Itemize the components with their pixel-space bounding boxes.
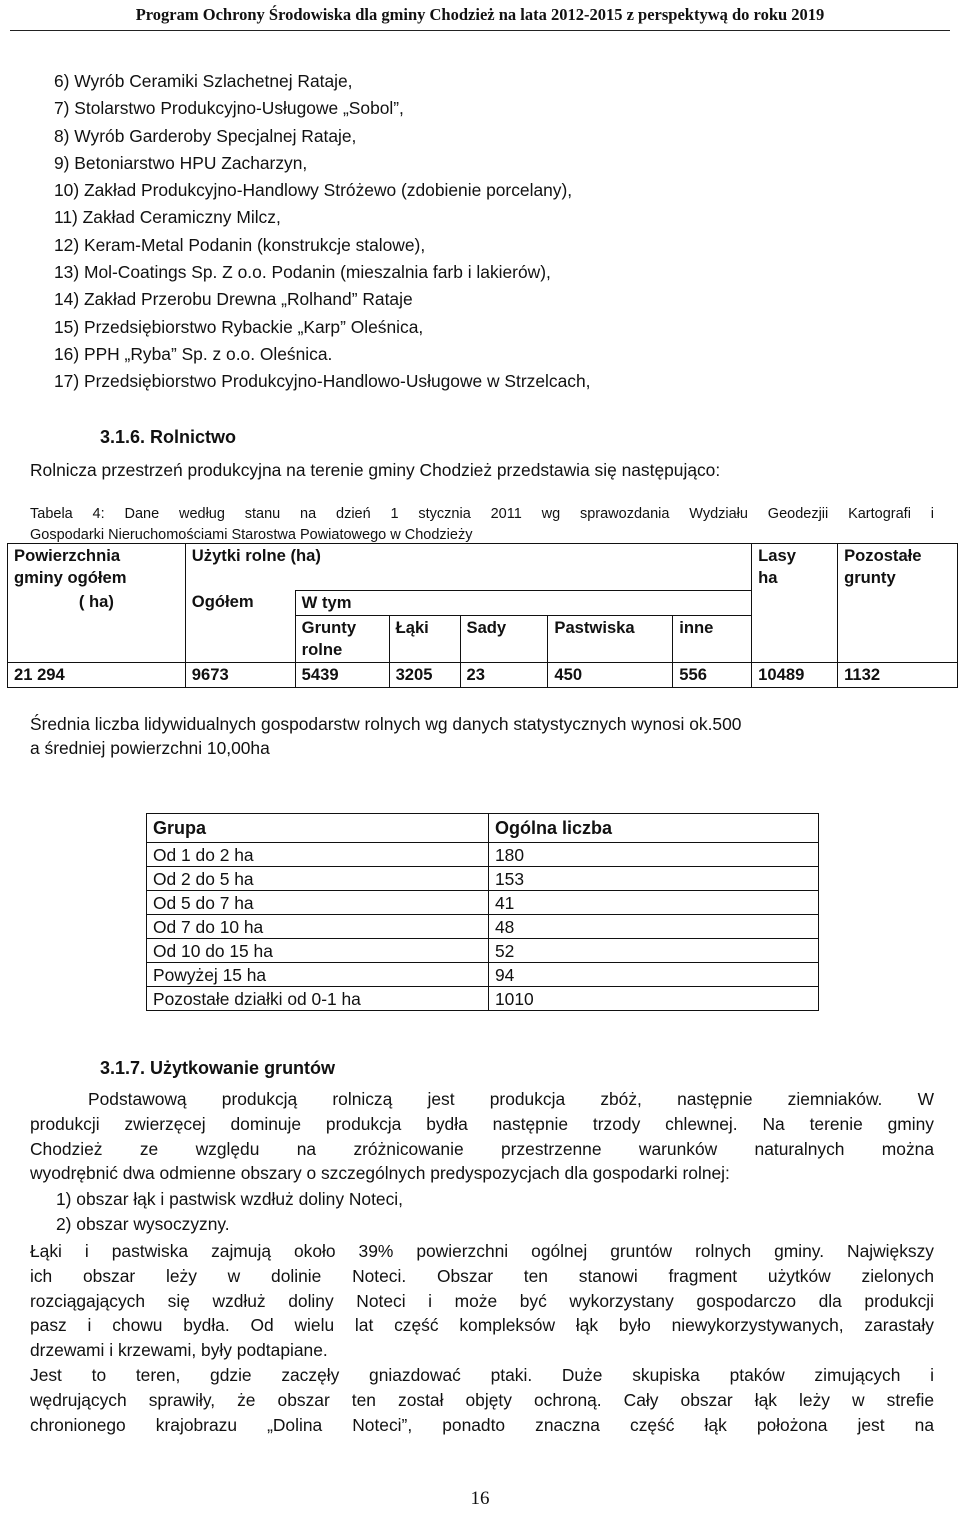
empty-cell [752, 590, 838, 615]
list-item: 10) Zakład Produkcyjno-Handlowy Stróżewo (zdobienie porcelany), [54, 180, 573, 201]
paragraph-line: produkcji zwierzęcej dominuje produkcja bydła następnie trzody chlewnej. Na terenie gminy [30, 1113, 934, 1134]
paragraph-line: ich obszar leży w dolinie Noteci. Obszar ten stanowi fragment użytków zielonych [30, 1265, 934, 1286]
header-misc: inne [673, 615, 752, 662]
list-item: 16) PPH „Ryba” Sp. z o.o. Oleśnica. [54, 343, 333, 364]
page-number: 16 [470, 1488, 490, 1509]
paragraph-line: Chodzież ze względu na zróżnicowanie przestrzenne warunków naturalnych można [30, 1138, 934, 1159]
header-count: Ogólna liczba [489, 814, 819, 843]
farm-size-table [146, 813, 819, 1011]
list-item: 12) Keram-Metal Podanin (konstrukcje stalowe), [54, 234, 426, 255]
table-cell: 52 [489, 939, 819, 963]
list-item: 1) obszar łąk i pastwisk wzdłuż doliny Noteci, [56, 1189, 403, 1209]
table-row [147, 867, 819, 891]
table-cell: 1132 [838, 662, 958, 687]
table-cell: 1010 [489, 987, 819, 1011]
areas-list [56, 1187, 403, 1237]
empty-cell [838, 590, 958, 615]
header-including: W tym [295, 590, 751, 615]
header-agricultural-land: Użytki rolne (ha) [185, 544, 751, 591]
list-item: 14) Zakład Przerobu Drewna „Rolhand” Rataje [54, 289, 413, 310]
paragraph-line: pasz i chowu bydła. Od wielu lat część kompleksów łąk było niewykorzystywanych, zarastały [30, 1315, 934, 1336]
header-total: Ogółem [185, 590, 295, 662]
empty-cell [838, 615, 958, 662]
table-cell: 450 [548, 662, 673, 687]
paragraph-production [30, 1087, 934, 1186]
table-cell: 180 [489, 843, 819, 867]
caption-line: Gospodarki Nieruchomościami Starostwa Powiatowego w Chodzieży [30, 527, 473, 543]
table-cell: Od 10 do 15 ha [147, 939, 489, 963]
header-pastures: Pastwiska [548, 615, 673, 662]
table-cell: 21 294 [8, 662, 186, 687]
list-item: 17) Przedsiębiorstwo Produkcyjno-Handlowo-Usługowe w Strzelcach, [54, 371, 591, 392]
table-cell: 153 [489, 867, 819, 891]
list-item: 13) Mol-Coatings Sp. Z o.o. Podanin (mieszalnia farb i lakierów), [54, 262, 551, 283]
paragraph-line: Podstawową produkcją rolniczą jest produkcja zbóż, następnie ziemniaków. W [88, 1089, 934, 1109]
list-item: 2) obszar wysoczyzny. [56, 1213, 230, 1234]
table-row [147, 987, 819, 1011]
table-cell: Powyżej 15 ha [147, 963, 489, 987]
paragraph-line: rozciągających się wzdłuż doliny Noteci i może być wykorzystany gospodarczo dla produkcji [30, 1290, 934, 1311]
table-cell: 48 [489, 915, 819, 939]
paragraph-line: Jest to teren, gdzie zaczęły gniazdować ptaki. Duże skupiska ptaków zimujących i [30, 1365, 934, 1385]
table-cell: 556 [673, 662, 752, 687]
table-row [147, 963, 819, 987]
table-cell: 94 [489, 963, 819, 987]
header-total-area: Powierzchnia gminy ogółem [8, 544, 186, 591]
section-heading-land-use: 3.1.7. Użytkowanie gruntów [100, 1058, 336, 1078]
header-arable: Grunty rolne [295, 615, 389, 662]
empty-cell [752, 615, 838, 662]
farms-paragraph-line: Średnia liczba lidywidualnych gospodarstw rolnych wg danych statystycznych wynosi ok.500 [30, 714, 742, 734]
header-orchards: Sady [460, 615, 548, 662]
caption-line: Tabela 4: Dane według stanu na dzień 1 stycznia 2011 wg sprawozdania Wydziału Geodezjii Kartografi i [30, 506, 934, 522]
list-item: 9) Betoniarstwo HPU Zacharzyn, [54, 152, 308, 173]
paragraph-meadows [30, 1239, 934, 1363]
table-cell: Pozostałe działki od 0-1 ha [147, 987, 489, 1011]
farms-paragraph-line: a średniej powierzchni 10,00ha [30, 738, 270, 758]
table-cell: Od 7 do 10 ha [147, 915, 489, 939]
header-other-land: Pozostałe grunty [838, 544, 958, 591]
table-row [147, 915, 819, 939]
list-item: 7) Stolarstwo Produkcyjno-Usługowe „Sobol”, [54, 98, 404, 119]
table-cell: Od 2 do 5 ha [147, 867, 489, 891]
table-row [147, 939, 819, 963]
page-header: Program Ochrony Środowiska dla gminy Chodzież na lata 2012-2015 z perspektywą do roku 2019 [135, 5, 825, 24]
header-forests: Lasy ha [752, 544, 838, 591]
paragraph-line: wyodrębnić dwa odmienne obszary o szczególnych predyspozycjach dla gospodarki rolnej: [30, 1163, 730, 1184]
paragraph-line: wędrujących sprawiły, że obszar ten został objęty ochroną. Cały obszar łąk leży w strefie [30, 1389, 934, 1410]
section-heading-rolnictwo: 3.1.6. Rolnictwo [100, 427, 237, 447]
table-row [147, 843, 819, 867]
table-cell: 9673 [185, 662, 295, 687]
list-item: 11) Zakład Ceramiczny Milcz, [54, 207, 281, 228]
table-cell: Od 5 do 7 ha [147, 891, 489, 915]
intro-paragraph: Rolnicza przestrzeń produkcyjna na terenie gminy Chodzież przedstawia się następująco: [30, 460, 721, 480]
header-unit: ( ha) [8, 590, 186, 662]
table-cell: 3205 [389, 662, 460, 687]
header-group: Grupa [147, 814, 489, 843]
header-divider [10, 30, 950, 31]
paragraph-line: Łąki i pastwiska zajmują około 39% powierzchni ogólnej gruntów rolnych gminy. Największy [30, 1241, 934, 1261]
paragraph-line: chronionego krajobrazu „Dolina Noteci”, ponadto znaczna część łąk położona jest na [30, 1414, 934, 1435]
table-cell: 23 [460, 662, 548, 687]
list-item: 8) Wyrób Garderoby Specjalnej Rataje, [54, 125, 357, 146]
paragraph-birds [30, 1363, 934, 1437]
table-row [8, 662, 958, 687]
table-cell: 5439 [295, 662, 389, 687]
list-item: 6) Wyrób Ceramiki Szlachetnej Rataje, [54, 71, 353, 91]
table-cell: 41 [489, 891, 819, 915]
company-list [54, 68, 590, 396]
header-meadows: Łąki [389, 615, 460, 662]
land-use-table [7, 543, 958, 688]
table-cell: 10489 [752, 662, 838, 687]
table-caption [30, 504, 934, 546]
paragraph-line: drzewami i krzewami, były podtapiane. [30, 1340, 328, 1361]
table-row [147, 891, 819, 915]
table-cell: Od 1 do 2 ha [147, 843, 489, 867]
list-item: 15) Przedsiębiorstwo Rybackie „Karp” Oleśnica, [54, 316, 424, 337]
